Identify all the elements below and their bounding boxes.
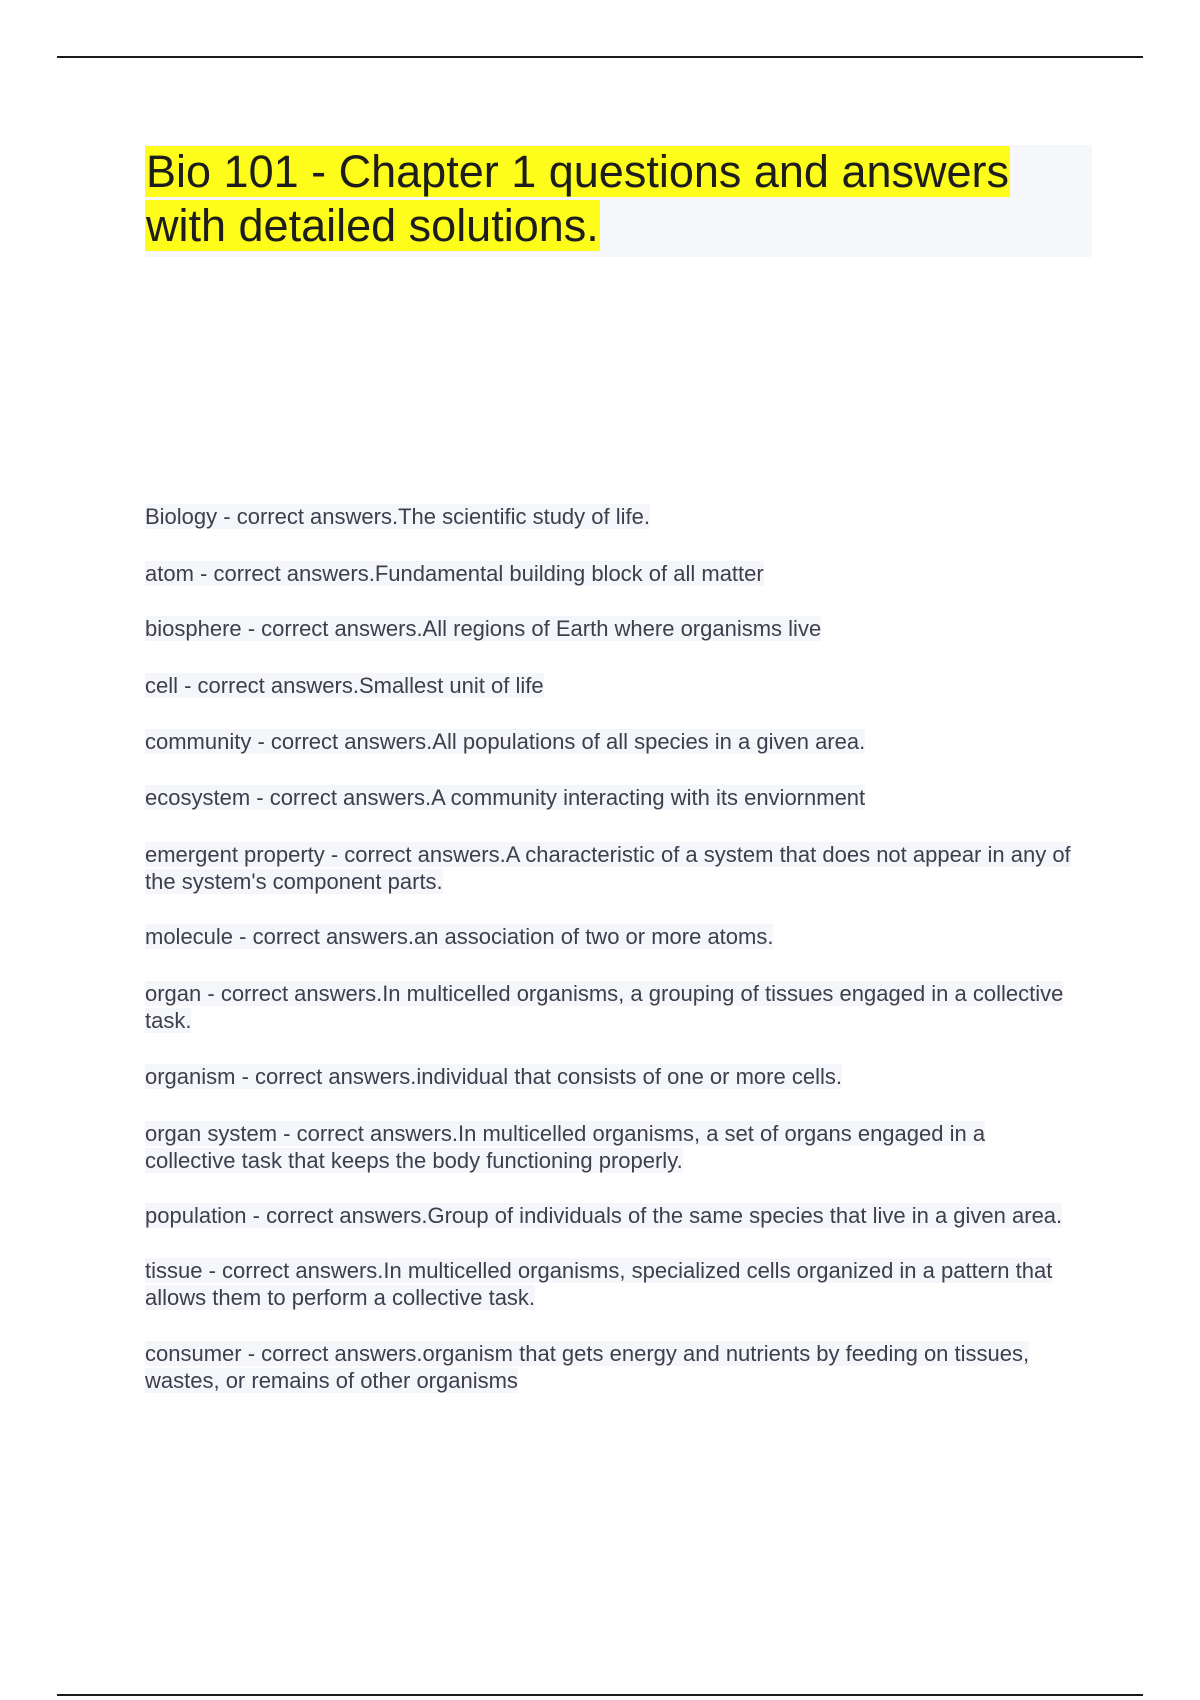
qa-entry <box>145 784 1080 811</box>
qa-entry-text: consumer - correct answers.organism that gets energy and nutrients by feeding on tissues, wastes, or remains of other organisms <box>145 1341 1030 1393</box>
qa-entry-text: atom - correct answers.Fundamental building block of all matter <box>145 561 764 586</box>
qa-entry-text: organ system - correct answers.In multicelled organisms, a set of organs engaged in a collective task that keeps the body functioning properly. <box>145 1121 986 1173</box>
bottom-rule <box>57 1694 1143 1696</box>
qa-entry <box>145 841 1080 895</box>
qa-entry-text: tissue - correct answers.In multicelled organisms, specialized cells organized in a pattern that allows them to perform a collective task. <box>145 1258 1053 1310</box>
qa-list <box>145 503 1080 1394</box>
qa-entry <box>145 615 1080 642</box>
qa-entry <box>145 1120 1080 1174</box>
qa-entry-text: biosphere - correct answers.All regions of Earth where organisms live <box>145 616 822 641</box>
qa-entry <box>145 503 1080 530</box>
qa-entry <box>145 1257 1080 1311</box>
qa-entry <box>145 728 1080 755</box>
qa-entry-text: ecosystem - correct answers.A community interacting with its enviornment <box>145 785 866 810</box>
qa-entry-text: organism - correct answers.individual that consists of one or more cells. <box>145 1064 842 1089</box>
qa-entry-text: community - correct answers.All populations of all species in a given area. <box>145 729 866 754</box>
qa-entry-text: molecule - correct answers.an association of two or more atoms. <box>145 924 774 949</box>
top-rule <box>57 56 1143 58</box>
qa-entry-text: Biology - correct answers.The scientific study of life. <box>145 504 650 529</box>
title-block <box>145 145 1092 257</box>
qa-entry <box>145 980 1080 1034</box>
qa-entry-text: population - correct answers.Group of individuals of the same species that live in a given area. <box>145 1203 1063 1228</box>
document-title-text: Bio 101 - Chapter 1 questions and answers with detailed solutions. <box>146 146 1010 251</box>
qa-entry <box>145 672 1080 699</box>
qa-entry-text: emergent property - correct answers.A characteristic of a system that does not appear in any of the system's component parts. <box>145 842 1071 894</box>
qa-entry <box>145 923 1080 950</box>
qa-entry <box>145 1202 1080 1229</box>
qa-entry <box>145 1063 1080 1090</box>
qa-entry <box>145 1340 1080 1394</box>
qa-entry <box>145 560 1080 587</box>
qa-entry-text: organ - correct answers.In multicelled organisms, a grouping of tissues engaged in a collective task. <box>145 981 1064 1033</box>
qa-entry-text: cell - correct answers.Smallest unit of life <box>145 673 544 698</box>
document-title <box>145 145 1092 253</box>
